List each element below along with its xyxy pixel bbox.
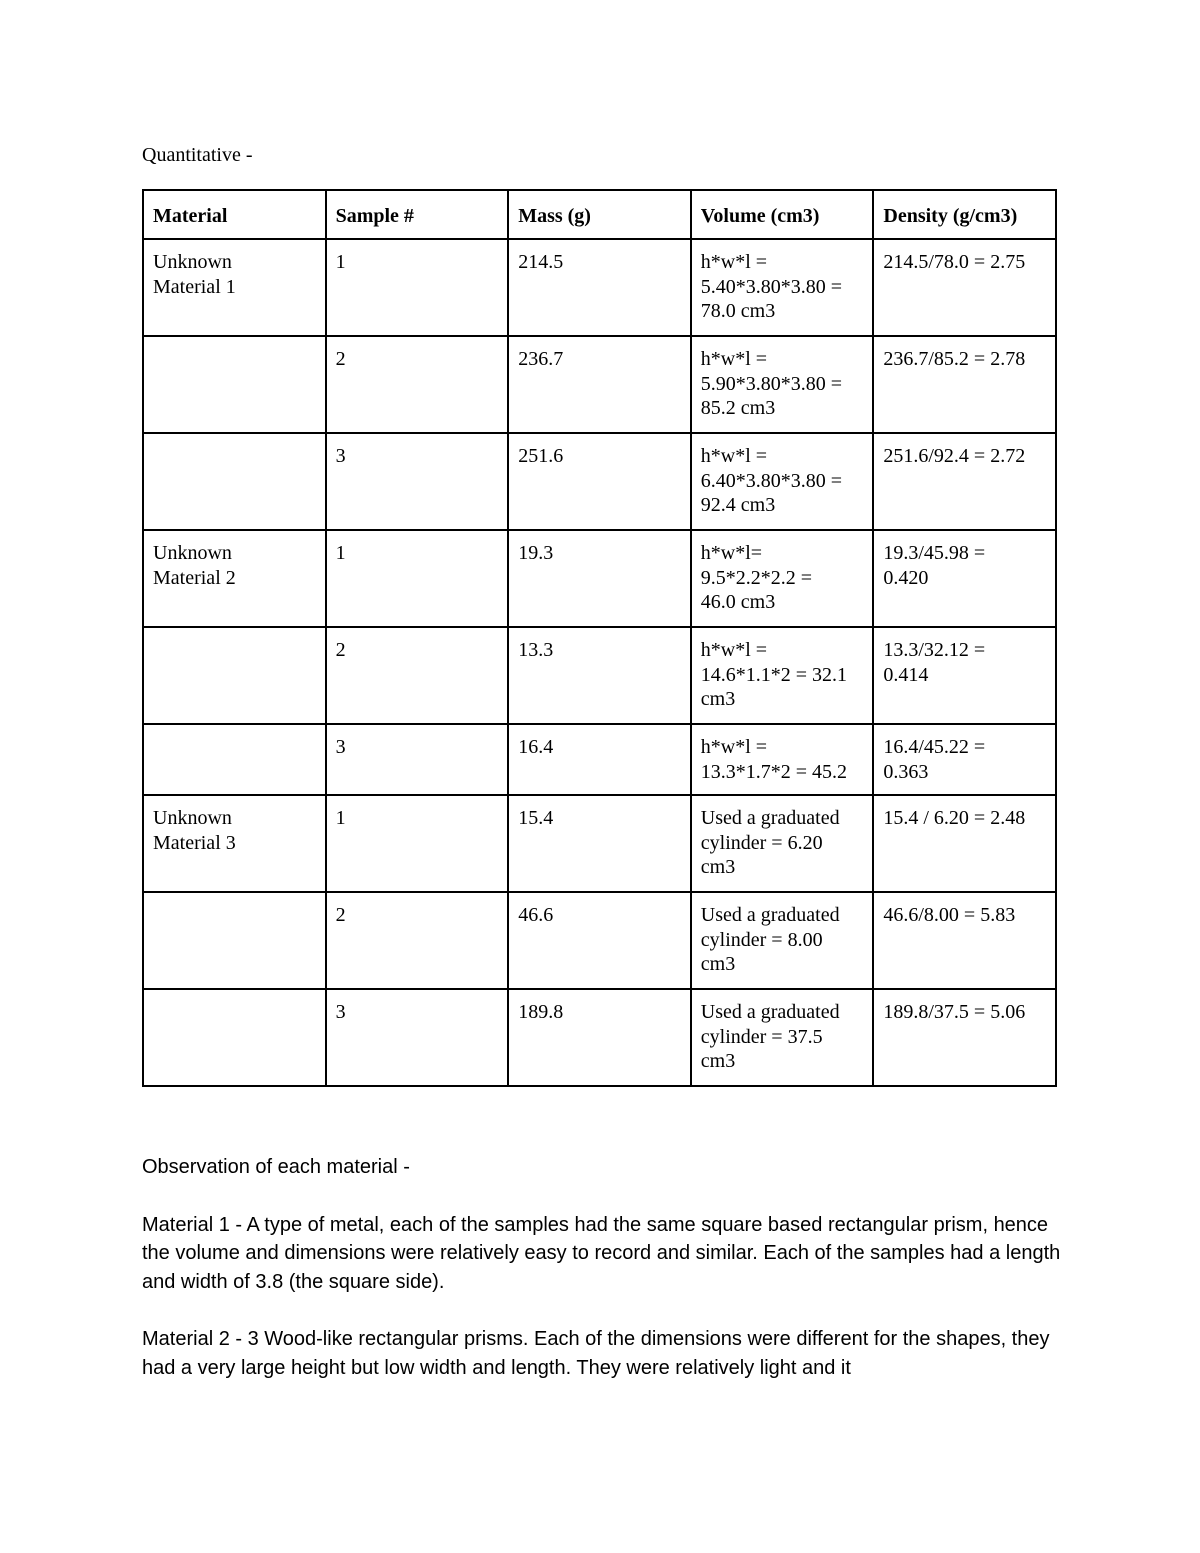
observation-paragraph: Material 1 - A type of metal, each of the samples had the same square based rectangular prism, hence the volume and dimensions were relatively easy to record and similar. Each of the samples had a length and width of 3.8 (the square side). <box>142 1213 1061 1293</box>
mass-cell: 251.6 <box>508 433 691 530</box>
density-cell: 19.3/45.98 = 0.420 <box>873 530 1056 627</box>
table-row <box>143 724 1056 795</box>
sample-cell: 2 <box>326 627 509 724</box>
sample-cell: 1 <box>326 795 509 892</box>
sample-cell: 2 <box>326 336 509 433</box>
density-cell: 189.8/37.5 = 5.06 <box>873 989 1056 1086</box>
table-row <box>143 530 1056 627</box>
volume-cell: h*w*l= 9.5*2.2*2.2 = 46.0 cm3 <box>691 530 874 627</box>
material-cell <box>143 892 326 989</box>
density-cell: 46.6/8.00 = 5.83 <box>873 892 1056 989</box>
material-cell: Unknown Material 1 <box>143 239 326 336</box>
header-volume: Volume (cm3) <box>691 190 874 239</box>
density-cell: 16.4/45.22 = 0.363 <box>873 724 1056 795</box>
material-cell <box>143 336 326 433</box>
table-row <box>143 433 1056 530</box>
header-material: Material <box>143 190 326 239</box>
mass-cell: 236.7 <box>508 336 691 433</box>
mass-cell: 16.4 <box>508 724 691 795</box>
observations-title: Observation of each material - <box>142 1156 410 1178</box>
table-row <box>143 795 1056 892</box>
mass-cell: 19.3 <box>508 530 691 627</box>
material-cell <box>143 989 326 1086</box>
volume-cell: Used a graduated cylinder = 6.20 cm3 <box>691 795 874 892</box>
table-row <box>143 627 1056 724</box>
material-cell <box>143 627 326 724</box>
material-cell: Unknown Material 3 <box>143 795 326 892</box>
sample-cell: 1 <box>326 239 509 336</box>
sample-cell: 3 <box>326 433 509 530</box>
density-cell: 13.3/32.12 = 0.414 <box>873 627 1056 724</box>
volume-cell: Used a graduated cylinder = 37.5 cm3 <box>691 989 874 1086</box>
header-density: Density (g/cm3) <box>873 190 1056 239</box>
volume-cell: h*w*l = 5.90*3.80*3.80 = 85.2 cm3 <box>691 336 874 433</box>
sample-cell: 3 <box>326 989 509 1086</box>
density-cell: 236.7/85.2 = 2.78 <box>873 336 1056 433</box>
quantitative-heading: Quantitative - <box>142 144 253 166</box>
table-row <box>143 989 1056 1086</box>
observation-paragraph: Material 2 - 3 Wood-like rectangular prisms. Each of the dimensions were different for the shapes, they had a very large height but low width and length. They were relatively light and it <box>142 1328 1050 1379</box>
header-sample: Sample # <box>326 190 509 239</box>
sample-cell: 3 <box>326 724 509 795</box>
table-row <box>143 336 1056 433</box>
mass-cell: 13.3 <box>508 627 691 724</box>
table-header-row <box>143 190 1056 239</box>
sample-cell: 1 <box>326 530 509 627</box>
density-cell: 15.4 / 6.20 = 2.48 <box>873 795 1056 892</box>
table-row <box>143 239 1056 336</box>
table-row <box>143 892 1056 989</box>
material-cell <box>143 724 326 795</box>
observations-section <box>142 1153 1067 1411</box>
density-cell: 214.5/78.0 = 2.75 <box>873 239 1056 336</box>
mass-cell: 46.6 <box>508 892 691 989</box>
mass-cell: 214.5 <box>508 239 691 336</box>
volume-cell: h*w*l = 5.40*3.80*3.80 = 78.0 cm3 <box>691 239 874 336</box>
density-table <box>142 189 1057 1087</box>
mass-cell: 189.8 <box>508 989 691 1086</box>
material-cell: Unknown Material 2 <box>143 530 326 627</box>
volume-cell: h*w*l = 14.6*1.1*2 = 32.1 cm3 <box>691 627 874 724</box>
header-mass: Mass (g) <box>508 190 691 239</box>
density-cell: 251.6/92.4 = 2.72 <box>873 433 1056 530</box>
mass-cell: 15.4 <box>508 795 691 892</box>
material-cell <box>143 433 326 530</box>
volume-cell: h*w*l = 6.40*3.80*3.80 = 92.4 cm3 <box>691 433 874 530</box>
volume-cell: h*w*l = 13.3*1.7*2 = 45.2 <box>691 724 874 795</box>
volume-cell: Used a graduated cylinder = 8.00 cm3 <box>691 892 874 989</box>
sample-cell: 2 <box>326 892 509 989</box>
